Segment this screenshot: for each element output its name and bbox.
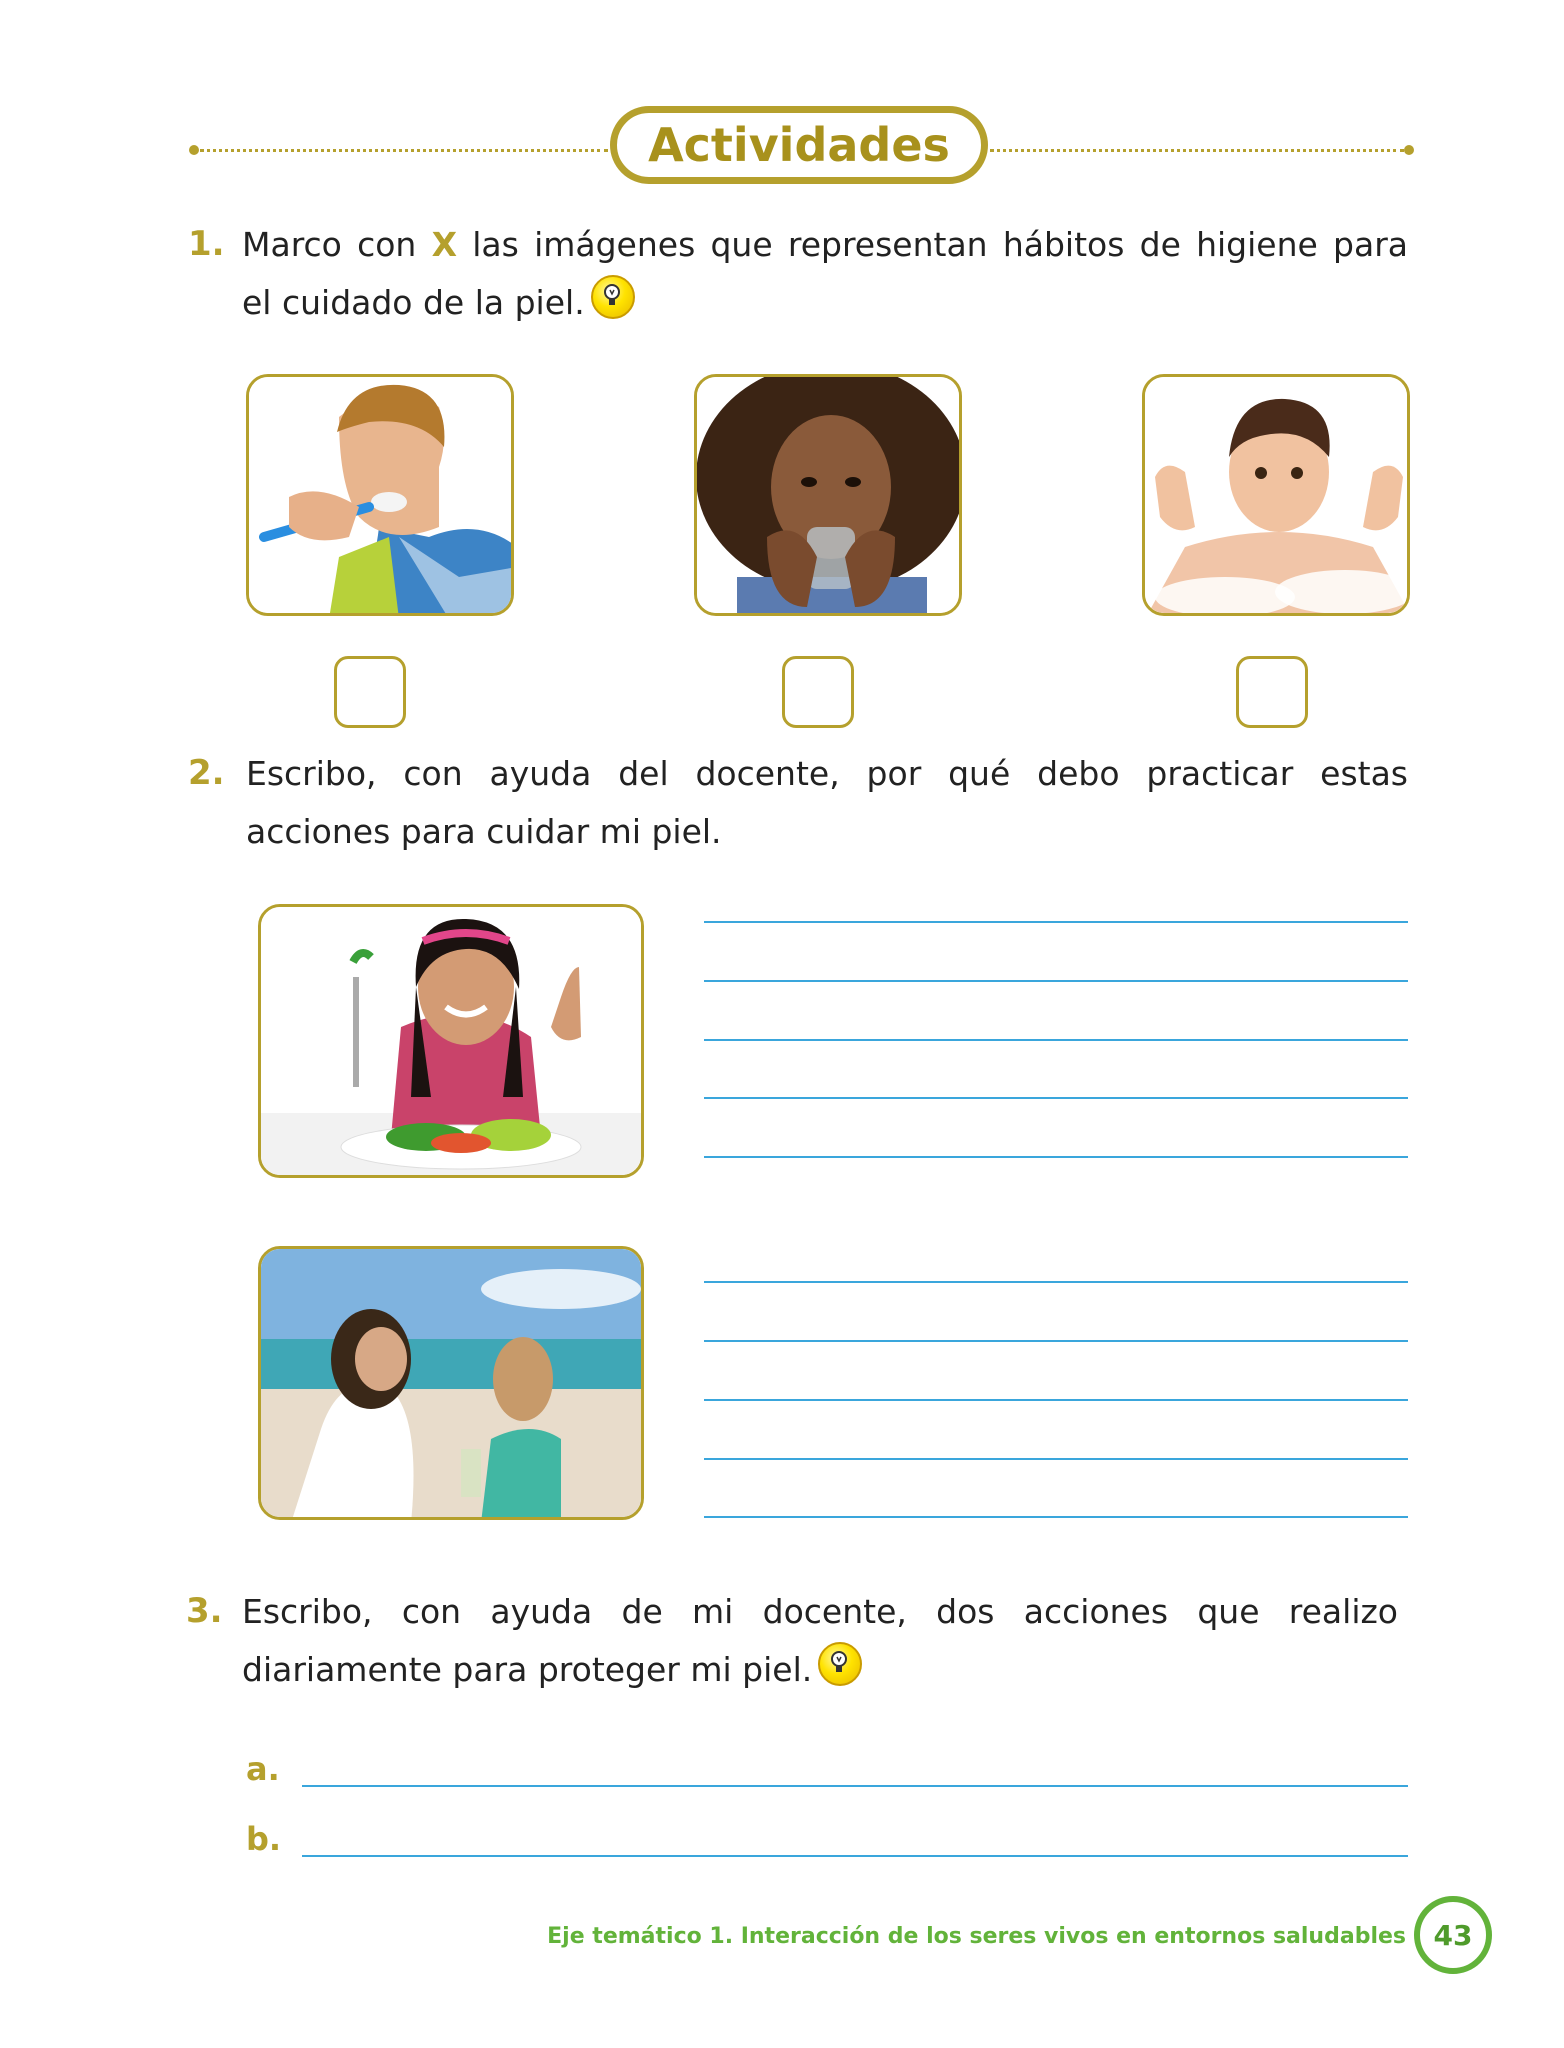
- checkbox-bathing[interactable]: [1236, 656, 1308, 728]
- page-number: 43: [1414, 1896, 1492, 1974]
- girl-eating-vegetables-photo: [258, 904, 644, 1178]
- header-dot-left: [189, 145, 199, 155]
- writing-line[interactable]: [704, 1399, 1408, 1401]
- x-mark: X: [431, 225, 458, 264]
- question-1-number: 1.: [188, 224, 225, 264]
- writing-line[interactable]: [704, 1097, 1408, 1099]
- question-3-line-1: Escribo, con ayuda de mi docente, dos acciones que realizo: [242, 1592, 1398, 1631]
- header-dotted-line-right: [990, 149, 1404, 152]
- writing-line[interactable]: [704, 1340, 1408, 1342]
- answer-b-label: b.: [246, 1820, 282, 1858]
- header-dotted-line-left: [200, 149, 608, 152]
- footer-caption: Eje temático 1. Interacción de los seres vivos en entornos saludables: [547, 1924, 1406, 1949]
- question-2-text: [246, 745, 1408, 861]
- writing-line[interactable]: [704, 1516, 1408, 1518]
- answer-a-line[interactable]: [302, 1785, 1408, 1787]
- writing-line[interactable]: [704, 921, 1408, 923]
- checkbox-drinking-water[interactable]: [782, 656, 854, 728]
- section-title: Actividades: [610, 106, 988, 184]
- lightbulb-icon: [818, 1642, 862, 1686]
- writing-line[interactable]: [704, 1039, 1408, 1041]
- question-3-number: 3.: [186, 1591, 223, 1631]
- brushing-teeth-photo: [246, 374, 514, 616]
- question-3-text: [242, 1583, 1398, 1699]
- writing-line[interactable]: [704, 980, 1408, 982]
- girl-drinking-water-photo: [694, 374, 962, 616]
- question-1-line-2: el cuidado de la piel.: [242, 274, 1408, 332]
- mother-applying-sunscreen-photo: [258, 1246, 644, 1520]
- question-2-line-1: Escribo, con ayuda del docente, por qué debo practicar estas: [246, 754, 1408, 793]
- question-2-number: 2.: [188, 753, 225, 793]
- boy-bathing-photo: [1142, 374, 1410, 616]
- checkbox-brushing-teeth[interactable]: [334, 656, 406, 728]
- question-2-line-2: acciones para cuidar mi piel.: [246, 812, 722, 851]
- question-1-line-1: Marco con X las imágenes que representan hábitos de higiene para: [242, 225, 1408, 264]
- answer-a-label: a.: [246, 1750, 280, 1788]
- writing-line[interactable]: [704, 1156, 1408, 1158]
- answer-b-line[interactable]: [302, 1855, 1408, 1857]
- lightbulb-icon: [591, 275, 635, 319]
- writing-line[interactable]: [704, 1458, 1408, 1460]
- question-3-line-2: diariamente para proteger mi piel.: [242, 1641, 1398, 1699]
- question-1-text: [242, 216, 1408, 332]
- writing-line[interactable]: [704, 1281, 1408, 1283]
- header-dot-right: [1404, 145, 1414, 155]
